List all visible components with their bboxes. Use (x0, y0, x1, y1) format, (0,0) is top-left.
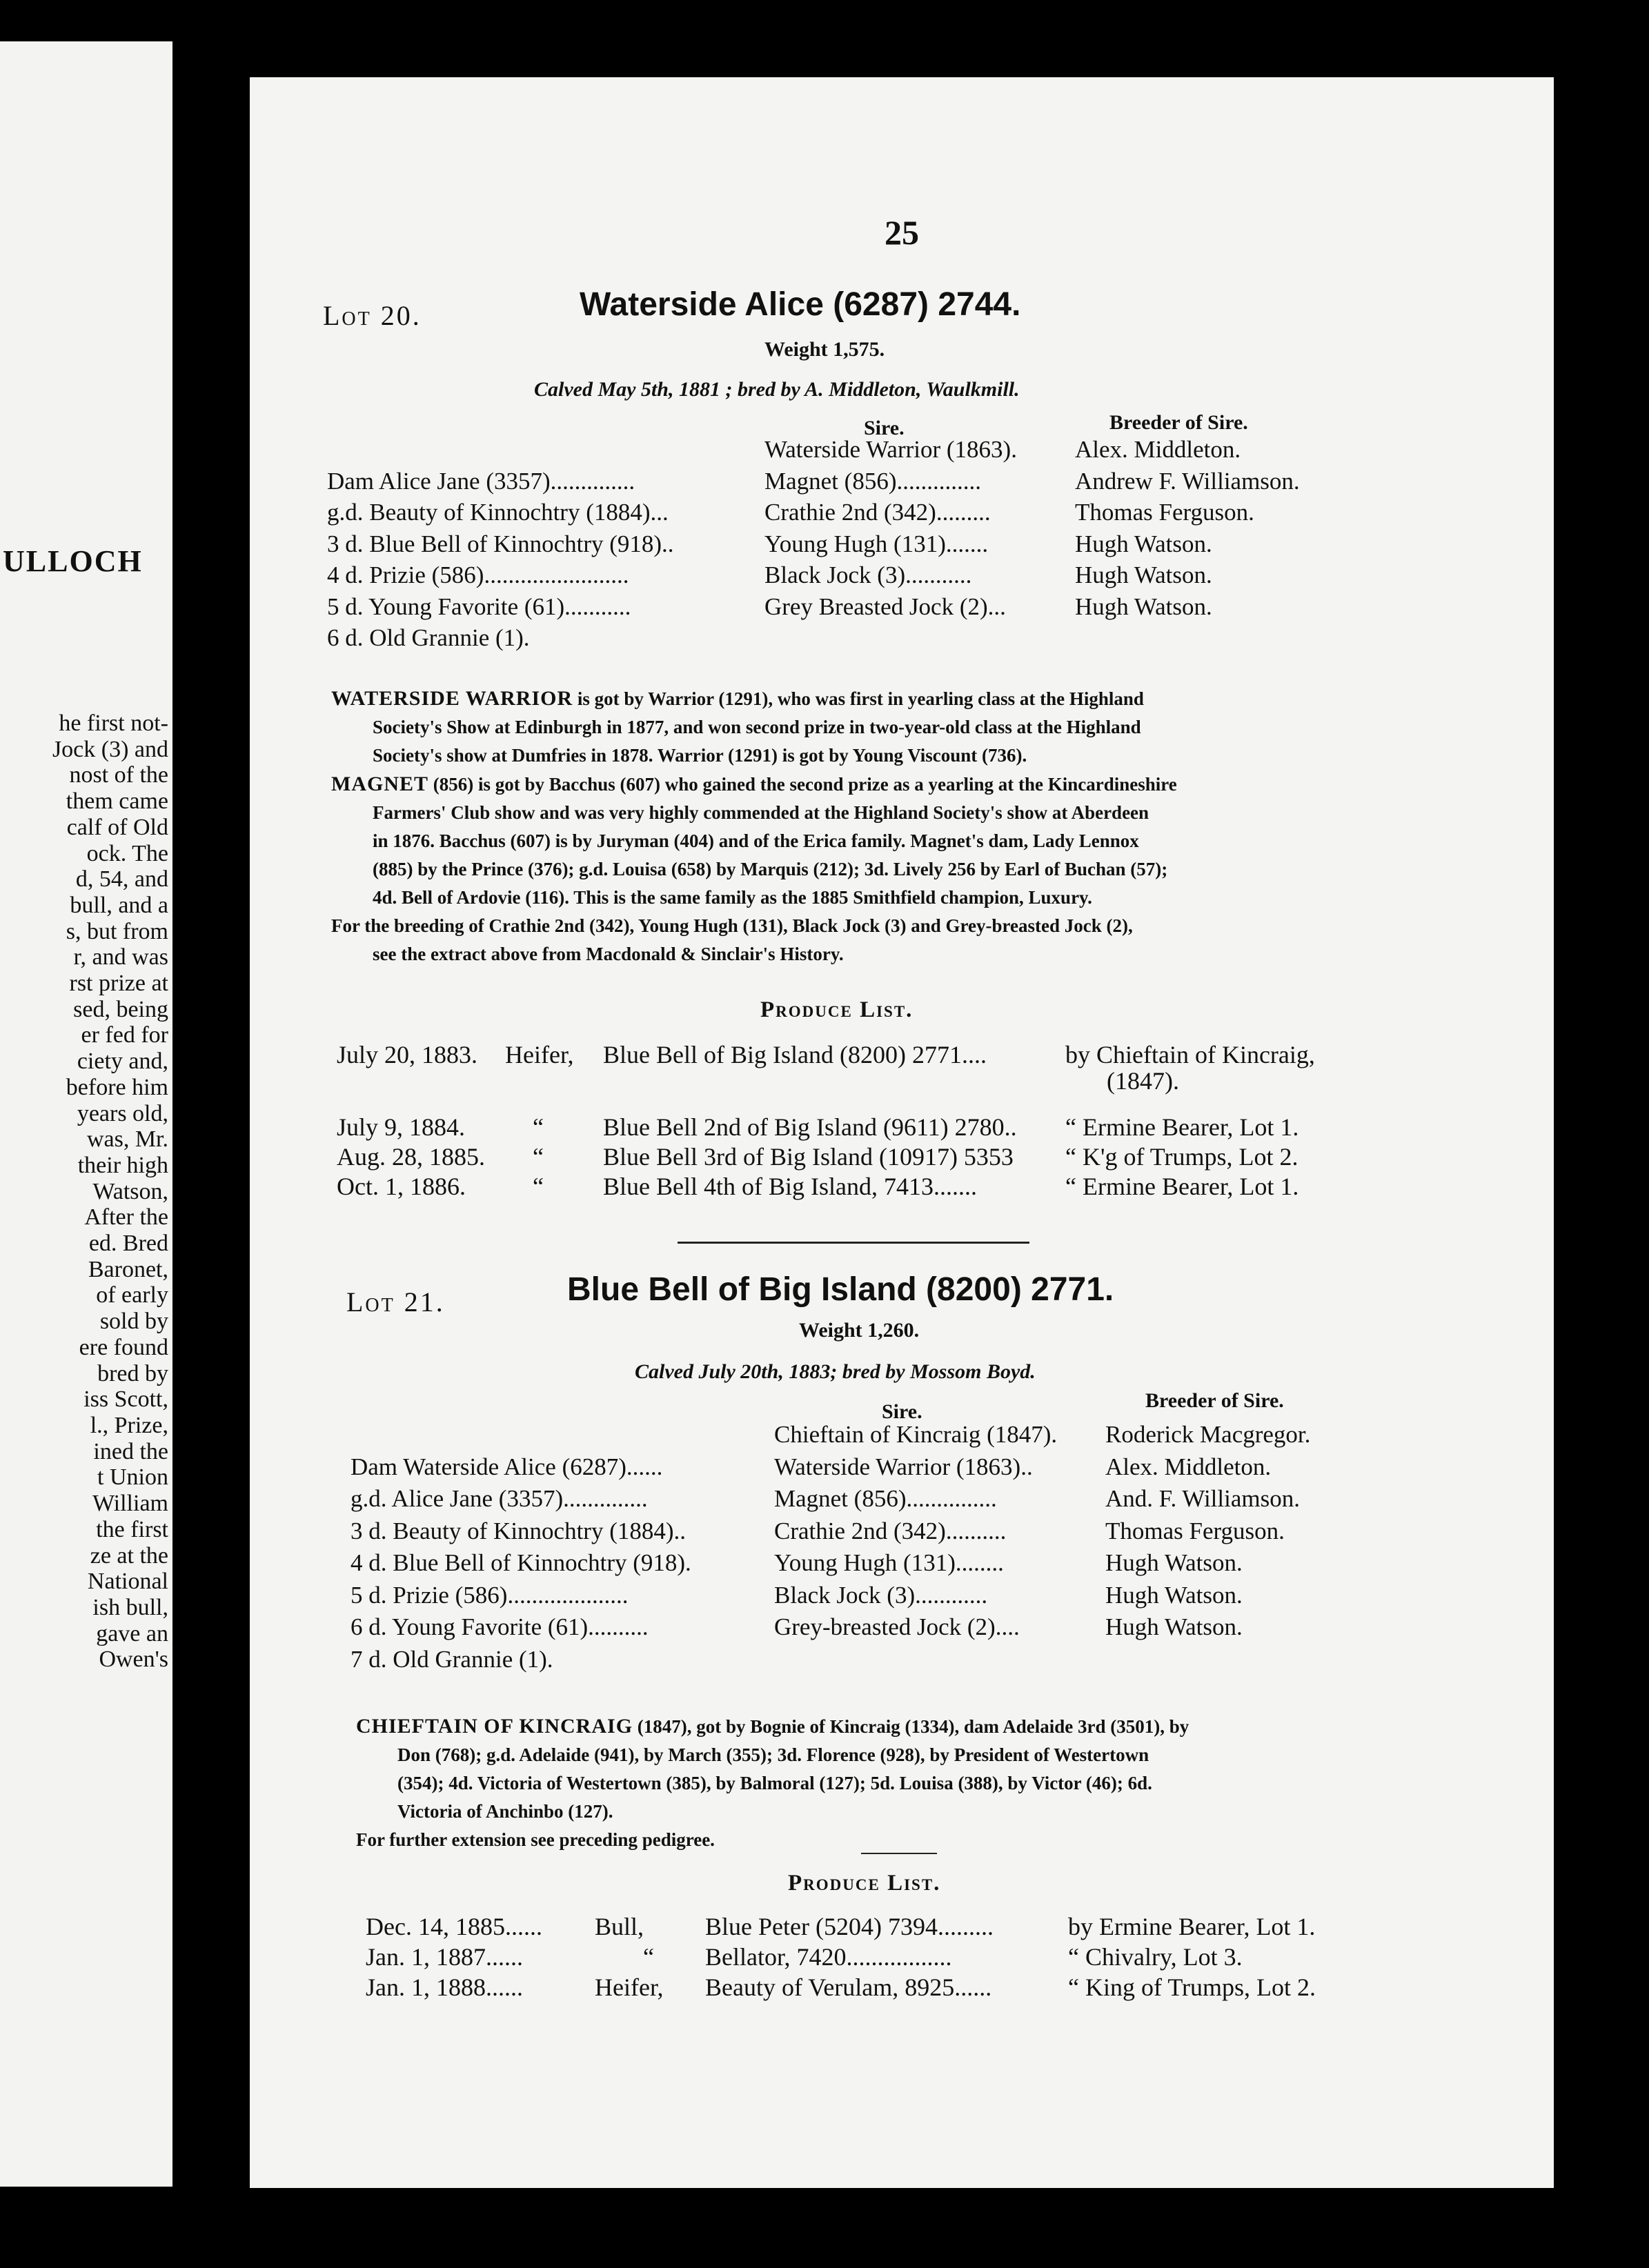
produce-date: Jan. 1, 1887...... (366, 1943, 523, 1971)
facing-page-line: ed. Bred (88, 1231, 168, 1257)
pedigree-sire: Grey-breasted Jock (2).... (774, 1613, 1020, 1640)
note-text: is got by Warrior (1291), who was first in yearling class at the Highland (573, 688, 1144, 709)
facing-page-line: sold by (99, 1309, 168, 1335)
facing-page-line: the first (96, 1516, 168, 1542)
facing-page-line: bull, and a (70, 892, 168, 918)
pedigree-breeder: Thomas Ferguson. (1105, 1517, 1285, 1544)
produce-date: Aug. 28, 1885. (337, 1143, 485, 1171)
lot-21-breeder-header: Breeder of Sire. (1145, 1389, 1284, 1412)
pedigree-sire: Waterside Warrior (1863).. (774, 1453, 1033, 1480)
produce-name: Bellator, 7420................. (705, 1943, 952, 1971)
facing-page-line: ciety and, (77, 1048, 168, 1075)
note-text: in 1876. Bacchus (607) is by Juryman (404) and of the Erica family. Magnet's dam, Lady Lennox (373, 830, 1139, 851)
facing-page-line: National (87, 1569, 168, 1595)
pedigree-dam-line: 3 d. Beauty of Kinnochtry (1884).. (350, 1517, 687, 1544)
facing-page-line: them came (66, 788, 168, 815)
facing-page-line: ish bull, (92, 1594, 168, 1620)
note-text: see the extract above from Macdonald & Sinclair's History. (373, 944, 844, 964)
produce-date: Jan. 1, 1888...... (366, 1973, 523, 2001)
pedigree-dam-line: 5 d. Prizie (586).................... (350, 1581, 629, 1609)
page-number: 25 (885, 213, 919, 252)
pedigree-breeder: And. F. Williamson. (1105, 1485, 1300, 1512)
note-text: (885) by the Prince (376); g.d. Louisa (658) by Marquis (212); 3d. Lively 256 by Earl of Buchan (57); (373, 859, 1168, 879)
note-line (331, 684, 1177, 713)
pedigree-sire: Chieftain of Kincraig (1847). (774, 1421, 1058, 1448)
pedigree-sire: Grey Breasted Jock (2)... (764, 593, 1006, 620)
note-line (356, 1741, 1189, 1769)
produce-sex: “ (533, 1143, 544, 1171)
note-line (331, 912, 1177, 940)
facing-page-line: After the (84, 1204, 168, 1231)
pedigree-dam-line: g.d. Alice Jane (3357).............. (350, 1485, 648, 1512)
note-line (331, 799, 1177, 827)
pedigree-sire: Young Hugh (131)....... (764, 530, 989, 557)
facing-page-line: bred by (97, 1360, 168, 1386)
pedigree-breeder: Andrew F. Williamson. (1075, 467, 1300, 495)
produce-sire: “ K'g of Trumps, Lot 2. (1065, 1143, 1299, 1171)
note-text: Victoria of Anchinbo (127). (397, 1801, 613, 1822)
pedigree-dam-line: Dam Alice Jane (3357).............. (327, 467, 635, 495)
note-text: 4d. Bell of Ardovie (116). This is the same family as the 1885 Smithfield champion, Luxury. (373, 887, 1092, 908)
pedigree-sire: Crathie 2nd (342)......... (764, 499, 991, 526)
note-line (356, 1769, 1189, 1798)
facing-page-line: d, 54, and (75, 866, 168, 893)
produce-sex: “ (533, 1173, 544, 1200)
facing-page-line: calf of Old (66, 814, 168, 840)
lot-21-notes (356, 1712, 1189, 1854)
produce-sire-continued: (1847). (1107, 1067, 1179, 1095)
facing-page-line: of early (96, 1282, 168, 1309)
note-line (331, 940, 1177, 968)
facing-page-line: ere found (79, 1334, 168, 1360)
facing-page-line: gave an (96, 1620, 168, 1647)
facing-page-heading: ULLOCH (3, 544, 143, 578)
produce-sire: “ Chivalry, Lot 3. (1068, 1943, 1243, 1971)
lot-20-title: Waterside Alice (6287) 2744. (580, 286, 1021, 323)
note-line (356, 1798, 1189, 1826)
pedigree-sire: Crathie 2nd (342).......... (774, 1517, 1007, 1544)
produce-name: Blue Peter (5204) 7394......... (705, 1913, 994, 1940)
lot-20-notes (331, 684, 1177, 968)
note-text: Society's Show at Edinburgh in 1877, and won second prize in two-year-old class at the Highland (373, 717, 1141, 737)
pedigree-sire: Black Jock (3)........... (764, 561, 972, 588)
facing-page-line: t Union (97, 1464, 168, 1491)
note-line (331, 855, 1177, 884)
produce-sire: “ Ermine Bearer, Lot 1. (1065, 1173, 1299, 1200)
lot-21-title: Blue Bell of Big Island (8200) 2771. (567, 1271, 1114, 1308)
produce-sex: “ (643, 1943, 654, 1971)
facing-page-line: he first not- (59, 710, 168, 736)
facing-page-line: ock. The (86, 840, 168, 866)
pedigree-breeder: Hugh Watson. (1075, 561, 1212, 588)
lot-20-calved-line: Calved May 5th, 1881 ; bred by A. Middleton, Waulkmill. (534, 378, 1020, 401)
pedigree-dam-line: 6 d. Young Favorite (61).......... (350, 1613, 649, 1640)
note-subject: WATERSIDE WARRIOR (331, 687, 573, 710)
produce-name: Blue Bell of Big Island (8200) 2771.... (603, 1041, 987, 1068)
pedigree-dam-line: 4 d. Blue Bell of Kinnochtry (918). (350, 1549, 691, 1576)
facing-page-line: before him (66, 1074, 168, 1100)
pedigree-breeder: Alex. Middleton. (1075, 436, 1241, 463)
produce-sire: by Ermine Bearer, Lot 1. (1068, 1913, 1316, 1940)
pedigree-breeder: Thomas Ferguson. (1075, 499, 1254, 526)
book-gutter (172, 0, 250, 2268)
pedigree-sire: Magnet (856)............... (774, 1485, 997, 1512)
note-text: Society's show at Dumfries in 1878. Warrior (1291) is got by Young Viscount (736). (373, 745, 1027, 766)
lot-21-weight: Weight 1,260. (799, 1319, 920, 1342)
pedigree-breeder: Hugh Watson. (1105, 1549, 1243, 1576)
lot-20-weight: Weight 1,575. (764, 338, 885, 361)
produce-date: July 9, 1884. (337, 1113, 466, 1141)
pedigree-dam-line: Dam Waterside Alice (6287)...... (350, 1453, 663, 1480)
facing-page-fragment (0, 41, 172, 2187)
facing-page-line: nost of the (69, 762, 168, 788)
pedigree-sire: Black Jock (3)............ (774, 1581, 988, 1609)
facing-page-line: r, and was (73, 944, 168, 971)
note-line (331, 770, 1177, 799)
pedigree-sire: Waterside Warrior (1863). (764, 436, 1017, 463)
lot-20-produce-heading: Produce List. (760, 997, 914, 1022)
facing-page-line: l., Prize, (90, 1412, 168, 1438)
produce-date: July 20, 1883. (337, 1041, 478, 1068)
produce-sire: “ King of Trumps, Lot 2. (1068, 1973, 1316, 2001)
note-line (356, 1712, 1189, 1741)
produce-date: Dec. 14, 1885...... (366, 1913, 542, 1940)
note-line (331, 827, 1177, 855)
produce-sire: by Chieftain of Kincraig, (1065, 1041, 1315, 1068)
note-text: For the breeding of Crathie 2nd (342), Young Hugh (131), Black Jock (3) and Grey-breasted Jock (2), (331, 915, 1133, 936)
pedigree-dam-line: 7 d. Old Grannie (1). (350, 1645, 553, 1673)
facing-page-line: iss Scott, (83, 1386, 168, 1413)
note-text: (354); 4d. Victoria of Westertown (385), by Balmoral (127); 5d. Louisa (388), by Victor (46); 6d. (397, 1773, 1152, 1793)
produce-name: Beauty of Verulam, 8925...... (705, 1973, 992, 2001)
pedigree-breeder: Hugh Watson. (1105, 1613, 1243, 1640)
lot-21-label: Lot 21. (346, 1286, 445, 1317)
pedigree-dam-line: 3 d. Blue Bell of Kinnochtry (918).. (327, 530, 674, 557)
pedigree-sire: Magnet (856).............. (764, 467, 981, 495)
pedigree-breeder: Alex. Middleton. (1105, 1453, 1272, 1480)
pedigree-dam-line: 5 d. Young Favorite (61)........... (327, 593, 631, 620)
facing-page-line: William (92, 1491, 168, 1517)
facing-page-line: Jock (3) and (52, 736, 168, 762)
lot-20-breeder-header: Breeder of Sire. (1109, 411, 1248, 434)
produce-sex: Heifer, (595, 1973, 664, 2001)
facing-page-line: their high (77, 1152, 168, 1178)
lot-20-sire-header: Sire. (864, 417, 905, 439)
produce-sex: “ (533, 1113, 544, 1141)
facing-page-line: rst prize at (69, 971, 168, 997)
facing-page-line: ze at the (90, 1542, 168, 1569)
produce-sire: “ Ermine Bearer, Lot 1. (1065, 1113, 1299, 1141)
note-line (331, 742, 1177, 770)
page-25 (250, 77, 1554, 2188)
pedigree-dam-line: 6 d. Old Grannie (1). (327, 624, 530, 651)
pedigree-dam-line: 4 d. Prizie (586)........................ (327, 561, 629, 588)
pedigree-dam-line: g.d. Beauty of Kinnochtry (1884)... (327, 499, 669, 526)
note-subject: CHIEFTAIN OF KINCRAIG (356, 1715, 633, 1738)
produce-date: Oct. 1, 1886. (337, 1173, 466, 1200)
pedigree-breeder: Hugh Watson. (1075, 593, 1212, 620)
produce-name: Blue Bell 4th of Big Island, 7413....... (603, 1173, 977, 1200)
facing-page-line: Watson, (92, 1178, 168, 1204)
facing-page-line: ined the (93, 1438, 168, 1464)
facing-page-line: sed, being (73, 996, 168, 1022)
pedigree-sire: Young Hugh (131)........ (774, 1549, 1004, 1576)
lot-21-sire-header: Sire. (882, 1400, 922, 1423)
facing-page-line: er fed for (81, 1022, 168, 1048)
facing-page-line: was, Mr. (86, 1126, 168, 1153)
facing-page-line: Owen's (99, 1647, 168, 1673)
pedigree-breeder: Hugh Watson. (1075, 530, 1212, 557)
lot-20-label: Lot 20. (323, 300, 422, 331)
lot-21-produce-heading: Produce List. (788, 1871, 941, 1896)
produce-name: Blue Bell 2nd of Big Island (9611) 2780.. (603, 1113, 1017, 1141)
short-divider (861, 1853, 937, 1854)
note-line (356, 1826, 1189, 1854)
note-text: For further extension see preceding pedigree. (356, 1829, 715, 1850)
lot-21-calved-line: Calved July 20th, 1883; bred by Mossom Boyd. (635, 1360, 1036, 1383)
facing-page-text (0, 710, 168, 1673)
note-text: (856) is got by Bacchus (607) who gained the second prize as a yearling at the Kincardineshire (428, 774, 1177, 795)
section-divider (678, 1242, 1029, 1244)
produce-sex: Bull, (595, 1913, 644, 1940)
note-text: (1847), got by Bognie of Kincraig (1334), dam Adelaide 3rd (3501), by (633, 1716, 1189, 1737)
produce-sex: Heifer, (505, 1041, 574, 1068)
produce-name: Blue Bell 3rd of Big Island (10917) 5353 (603, 1143, 1014, 1171)
facing-page-line: years old, (77, 1100, 168, 1126)
facing-page-line: Baronet, (88, 1256, 168, 1282)
note-text: Farmers' Club show and was very highly commended at the Highland Society's show at Aberdeen (373, 802, 1149, 823)
pedigree-breeder: Hugh Watson. (1105, 1581, 1243, 1609)
pedigree-breeder: Roderick Macgregor. (1105, 1421, 1311, 1448)
facing-page-line: s, but from (66, 918, 168, 944)
note-line (331, 713, 1177, 742)
note-subject: MAGNET (331, 773, 428, 795)
note-text: Don (768); g.d. Adelaide (941), by March (355); 3d. Florence (928), by President of Westertown (397, 1744, 1149, 1765)
note-line (331, 884, 1177, 912)
